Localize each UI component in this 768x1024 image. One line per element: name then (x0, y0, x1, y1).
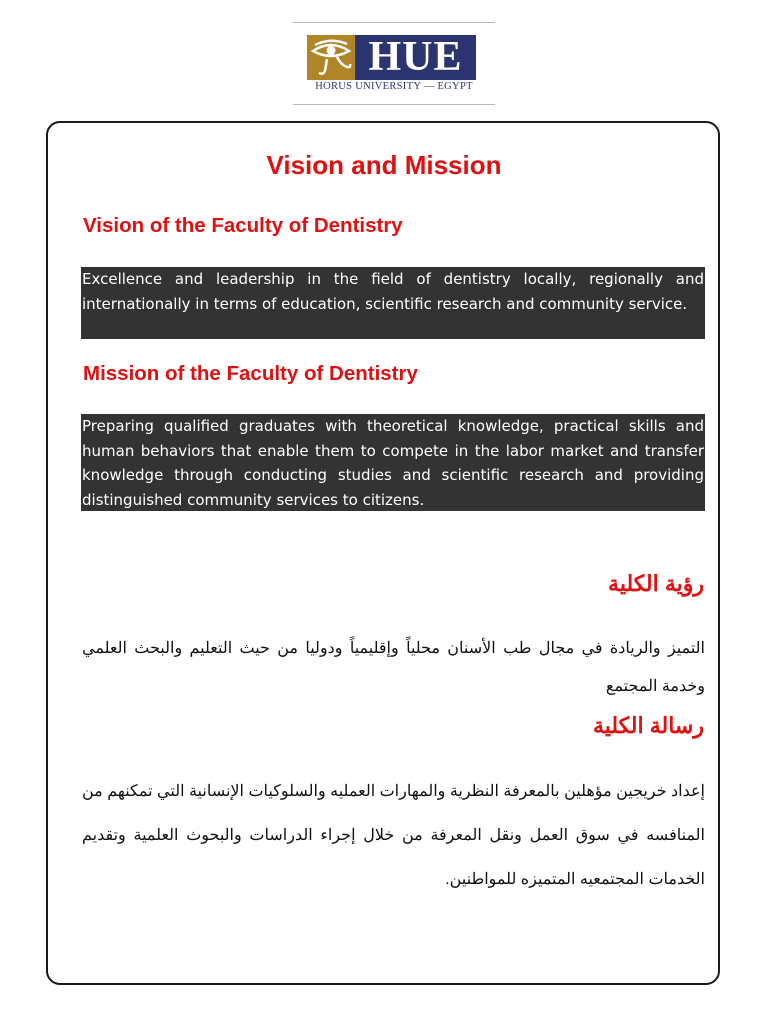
vision-text: Excellence and leadership in the field of dentistry locally, regionally and internationally in terms of education, scientific research and community service. (81, 267, 705, 339)
arabic-vision-text: التميز والريادة في مجال طب الأسنان محلياً وإقليمياً ودوليا من حيث التعليم والبحث العلمي وخدمة المجتمع (82, 640, 705, 695)
mission-heading: Mission of the Faculty of Dentistry (83, 362, 418, 385)
eye-of-horus-icon (307, 35, 355, 80)
arabic-mission-heading: رسالة الكلية (592, 713, 704, 738)
logo-brand-text: HUE (355, 35, 476, 80)
arabic-vision-heading: رؤية الكلية (608, 571, 704, 596)
page-title: Vision and Mission (266, 150, 502, 180)
logo-top-rule (293, 22, 495, 23)
vision-heading: Vision of the Faculty of Dentistry (83, 214, 403, 237)
mission-text: Preparing qualified graduates with theoretical knowledge, practical skills and human behaviors that enable them to compete in the labor market and transfer knowledge through conducting studies and scientific research and providing distinguished community services to citizens. (81, 414, 705, 511)
logo-bottom-rule (293, 104, 495, 105)
logo-subtitle: HORUS UNIVERSITY — EGYPT (315, 81, 473, 92)
university-logo (293, 20, 495, 106)
arabic-mission-text: إعداد خريجين مؤهلين بالمعرفة النظرية والمهارات العمليه والسلوكيات الإنسانية التي تمكنهم من المنافسه في سوق العمل ونقل المعرفة من خلال إجراء الدراسات والبحوث العلمية وتقديم الخدمات المجتمعيه المتميزه للمواطنين. (82, 783, 705, 888)
